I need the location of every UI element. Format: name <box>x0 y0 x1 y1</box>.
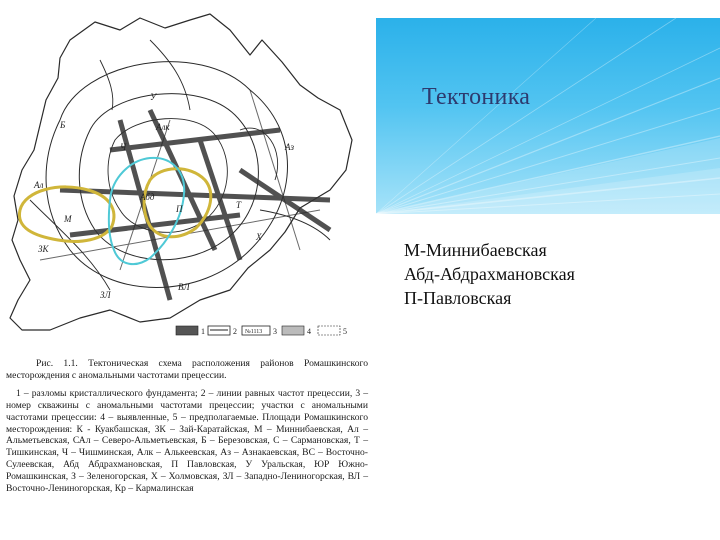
legend-label-5: 5 <box>343 327 347 336</box>
legend-label-1: 1 <box>201 327 205 336</box>
map-label-vl: ВЛ <box>178 282 190 292</box>
tectonic-map-figure <box>0 0 376 352</box>
slide-title: Тектоника <box>422 84 531 110</box>
map-label-abd: Абд <box>140 192 155 202</box>
map-label-az: Аз <box>285 142 295 152</box>
map-label-t: Т <box>236 200 242 210</box>
map-label-ch: Ч <box>120 142 127 152</box>
legend-label-3: 3 <box>273 327 277 336</box>
map-label-b: Б <box>60 120 66 130</box>
area-list-item: Абд-Абдрахмановская <box>404 264 575 284</box>
map-label-al: Ал <box>34 180 44 190</box>
map-legend <box>176 326 347 336</box>
tectonic-map <box>0 0 376 352</box>
area-list-item: М-Миннибаевская <box>404 240 547 260</box>
map-label-u: У <box>150 92 157 102</box>
map-label-zl: ЗЛ <box>100 290 111 300</box>
map-label-m: М <box>64 214 72 224</box>
legend-label-4: 4 <box>307 327 311 336</box>
map-label-alk: Алк <box>156 122 170 132</box>
map-label-p: П <box>176 204 183 214</box>
fault-lines <box>60 110 330 300</box>
map-label-kh: Х <box>256 232 262 242</box>
map-label-zk: ЗК <box>38 244 49 254</box>
caption-body: 1 – разломы кристаллического фундамента; 2 – линии равных частот прецессии, 3 – номер скважины с аномальными частотами прецессии; участки с аномальными частотами прецессии: 4 – выявленные, 5 – предполагаемые. Площади Ромашкинского месторождения: К - Куакбашская, ЗК – Зай-Каратайская, М – Миннибаевская, Ал – Альметьевская, САл – Северо-Альметьевская, Б – Березовская, С – Сармановская, Т – Тишкинская, Ч – Чишминская, Алк – Алькеевская, Аз – Азнакаевская, ВС – Восточно-Сулеевская, Абд Абдрахмановская, П Павловская, У Уральская, ЮР Южно-Ромашкинская, З – Зеленогорская, Х – Холмовская, ЗЛ – Западно-Лениногорская, ВЛ – Восточно-Лениногорская, Кр – Кармалинская <box>6 387 368 495</box>
legend-sample-well: №1113 <box>245 329 263 335</box>
area-list <box>404 238 575 310</box>
legend-label-2: 2 <box>233 327 237 336</box>
title-band <box>376 18 720 214</box>
light-rays-decoration <box>376 18 720 214</box>
figure-caption <box>6 358 368 495</box>
area-list-item: П-Павловская <box>404 288 512 308</box>
caption-title: Рис. 1.1. Тектоническая схема расположения районов Ромашкинского месторождения с аномальными частотами прецессии. <box>6 358 368 381</box>
